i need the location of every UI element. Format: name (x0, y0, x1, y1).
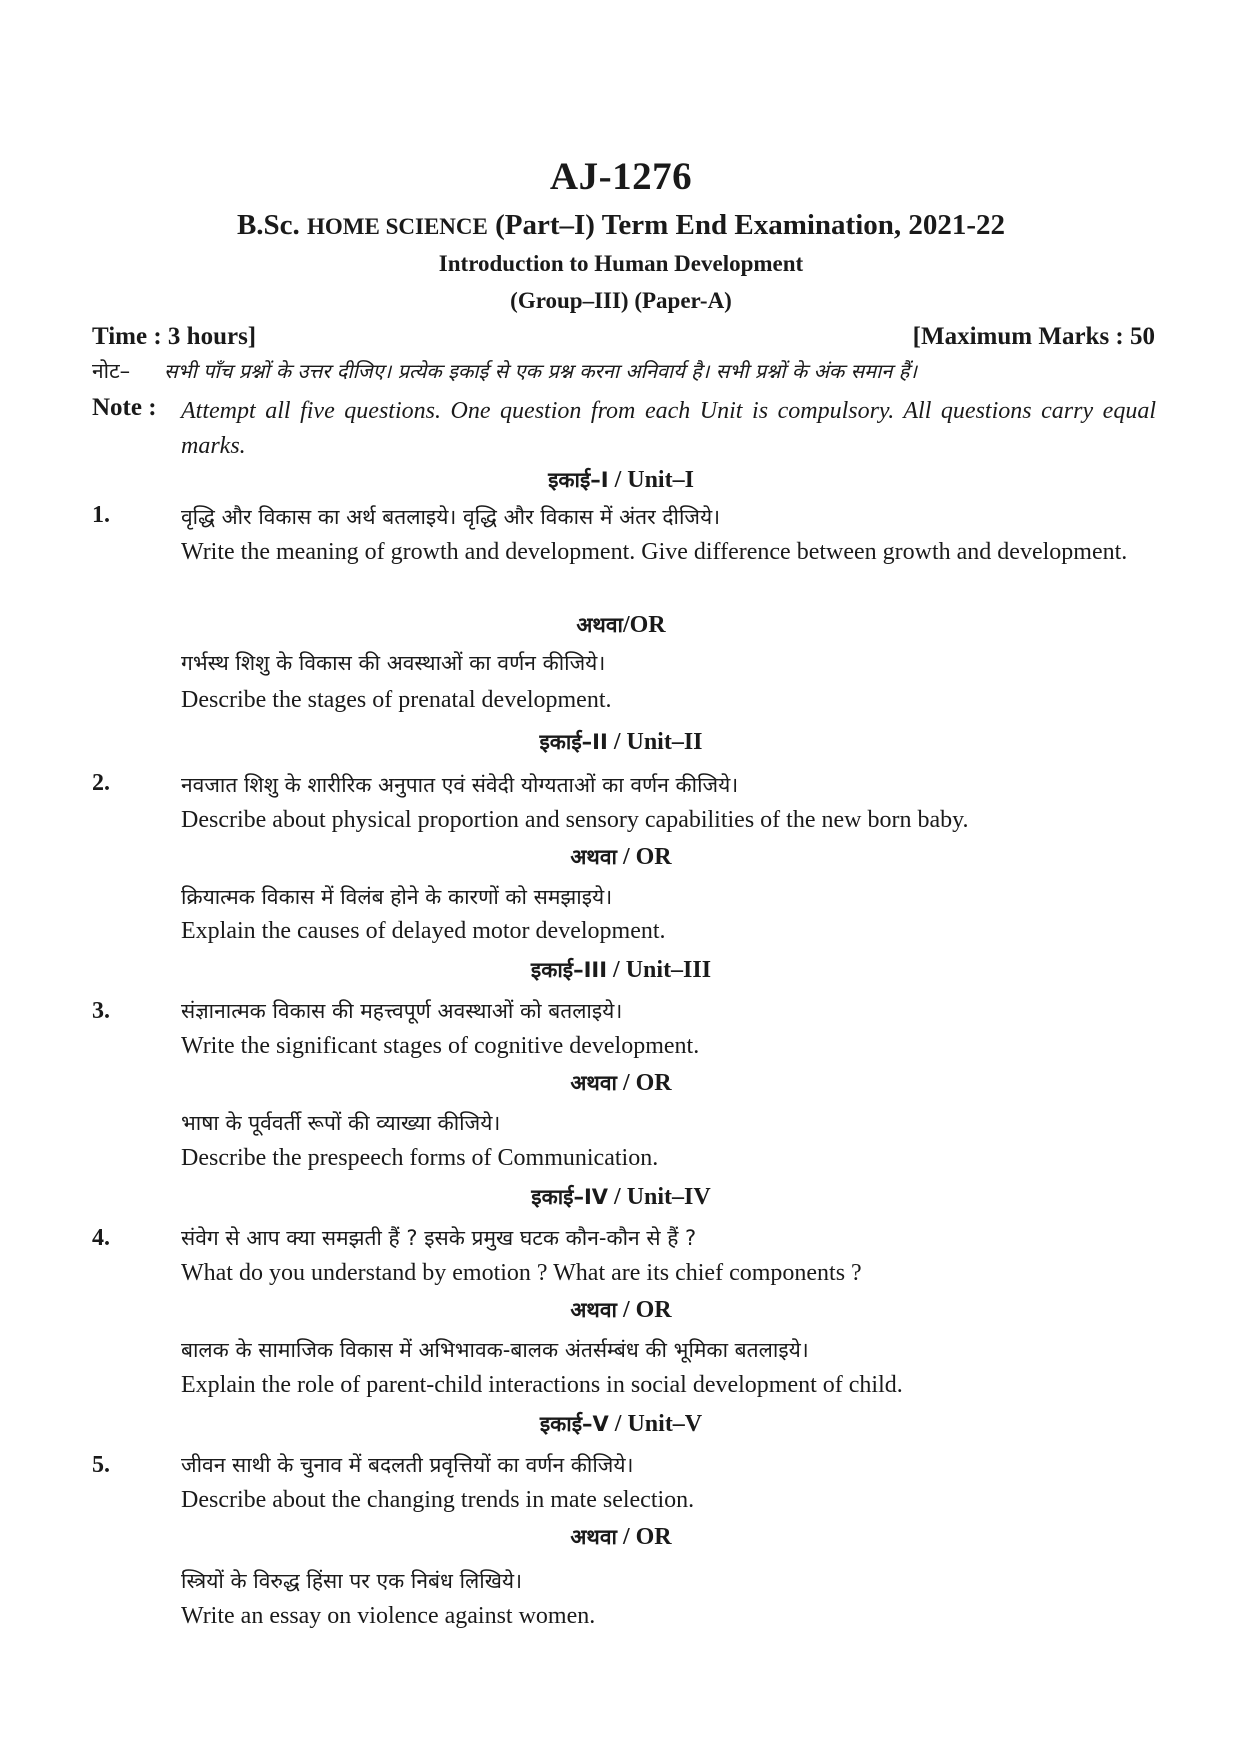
note-english-label: Note : (92, 394, 157, 421)
unit-heading-english: Unit–IV (626, 1184, 711, 1210)
or-separator-4: अथवा / OR (570, 1297, 672, 1323)
question-2b-hindi: क्रियात्मक विकास में विलंब होने के कारणों को समझाइये। (181, 885, 613, 909)
or-separator-2: अथवा / OR (570, 844, 672, 870)
or-hindi: अथवा (576, 613, 623, 637)
question-3a-hindi: संज्ञानात्मक विकास की महत्त्वपूर्ण अवस्थाओं को बतलाइये। (181, 999, 623, 1023)
exam-title-prefix: B.Sc. (236, 209, 300, 241)
or-english: OR (635, 1524, 672, 1550)
unit-heading-hindi: इकाई–III (530, 958, 608, 982)
or-separator-3: अथवा / OR (570, 1070, 672, 1096)
paper-code: AJ-1276 (549, 155, 693, 198)
exam-title (0, 209, 1242, 242)
time-allowed: Time : 3 hours] (92, 323, 257, 350)
or-hindi: अथवा (570, 845, 617, 869)
paper-group: (Group–III) (Paper-A) (510, 288, 732, 313)
question-3a-english: Write the significant stages of cognitive development. (181, 1033, 700, 1059)
exam-title-suffix: (Part–I) Term End Examination, 2021-22 (495, 209, 1006, 241)
question-number-2: 2. (92, 770, 110, 796)
question-number-1: 1. (92, 502, 110, 528)
unit-heading-3: इकाई–III / Unit–III (530, 957, 712, 983)
question-1a-hindi: वृद्धि और विकास का अर्थ बतलाइये। वृद्धि और विकास में अंतर दीजिये। (181, 505, 721, 529)
question-2b-english: Explain the causes of delayed motor development. (181, 918, 666, 944)
unit-heading-1: इकाई–I / Unit–I (548, 467, 694, 493)
question-4a-english: What do you understand by emotion ? What are its chief components ? (181, 1260, 862, 1286)
or-hindi: अथवा (570, 1298, 617, 1322)
unit-heading-english: Unit–II (626, 729, 703, 755)
unit-heading-5: इकाई–V / Unit–V (539, 1411, 703, 1437)
exam-title-subject: HOME SCIENCE (307, 214, 488, 239)
question-5a-english: Describe about the changing trends in mate selection. (181, 1487, 695, 1513)
or-english: OR (635, 844, 672, 870)
question-4a-hindi: संवेग से आप क्या समझती हैं ? इसके प्रमुख घटक कौन-कौन से हैं ? (181, 1226, 697, 1250)
question-1a-english: Write the meaning of growth and development. Give difference between growth and development. (181, 539, 1128, 565)
or-english: OR (635, 1070, 672, 1096)
unit-heading-4: इकाई–IV / Unit–IV (531, 1184, 711, 1210)
maximum-marks: [Maximum Marks : 50 (912, 323, 1155, 350)
unit-heading-english: Unit–I (627, 467, 694, 493)
unit-heading-english: Unit–III (625, 957, 712, 983)
question-number-3: 3. (92, 998, 110, 1024)
or-hindi: अथवा (570, 1525, 617, 1549)
question-3b-english: Describe the prespeech forms of Communication. (181, 1145, 659, 1171)
question-number-4: 4. (92, 1225, 110, 1251)
question-4b-hindi: बालक के सामाजिक विकास में अभिभावक-बालक अंतर्सम्बंध की भूमिका बतलाइये। (181, 1338, 809, 1362)
or-english: OR (635, 1297, 672, 1323)
or-hindi: अथवा (570, 1071, 617, 1095)
note-hindi-label: नोट– (92, 359, 131, 383)
paper-subject: Introduction to Human Development (438, 251, 804, 276)
question-3b-hindi: भाषा के पूर्ववर्ती रूपों की व्याख्या कीजिये। (181, 1111, 501, 1135)
question-1b-hindi: गर्भस्थ शिशु के विकास की अवस्थाओं का वर्णन कीजिये। (181, 651, 606, 675)
question-1b-english: Describe the stages of prenatal development. (181, 687, 612, 713)
unit-heading-english: Unit–V (627, 1411, 703, 1437)
or-english: OR (629, 612, 666, 638)
question-5a-hindi: जीवन साथी के चुनाव में बदलती प्रवृत्तियों का वर्णन कीजिये। (181, 1453, 634, 1477)
unit-heading-hindi: इकाई–IV (531, 1185, 609, 1209)
note-english-text: Attempt all five questions. One question from each Unit is compulsory. All questions carry equal marks. (181, 398, 1156, 459)
or-separator-1: अथवा/OR (576, 612, 666, 638)
question-4b-english: Explain the role of parent-child interactions in social development of child. (181, 1372, 903, 1398)
or-separator-5: अथवा / OR (570, 1524, 672, 1550)
question-2a-english: Describe about physical proportion and sensory capabilities of the new born baby. (181, 807, 969, 833)
unit-heading-hindi: इकाई–V (539, 1412, 609, 1436)
unit-heading-hindi: इकाई–I (548, 468, 609, 492)
unit-heading-hindi: इकाई–II (539, 730, 608, 754)
unit-heading-2: इकाई–II / Unit–II (539, 729, 703, 755)
question-5b-english: Write an essay on violence against women. (181, 1603, 596, 1629)
question-5b-hindi: स्त्रियों के विरुद्ध हिंसा पर एक निबंध लिखिये। (181, 1569, 523, 1593)
question-2a-hindi: नवजात शिशु के शारीरिक अनुपात एवं संवेदी योग्यताओं का वर्णन कीजिये। (181, 773, 739, 797)
note-hindi-text: सभी पाँच प्रश्नों के उत्तर दीजिए। प्रत्येक इकाई से एक प्रश्न करना अनिवार्य है। सभी प्रश्नों के अंक समान हैं। (164, 359, 917, 383)
question-number-5: 5. (92, 1452, 110, 1478)
